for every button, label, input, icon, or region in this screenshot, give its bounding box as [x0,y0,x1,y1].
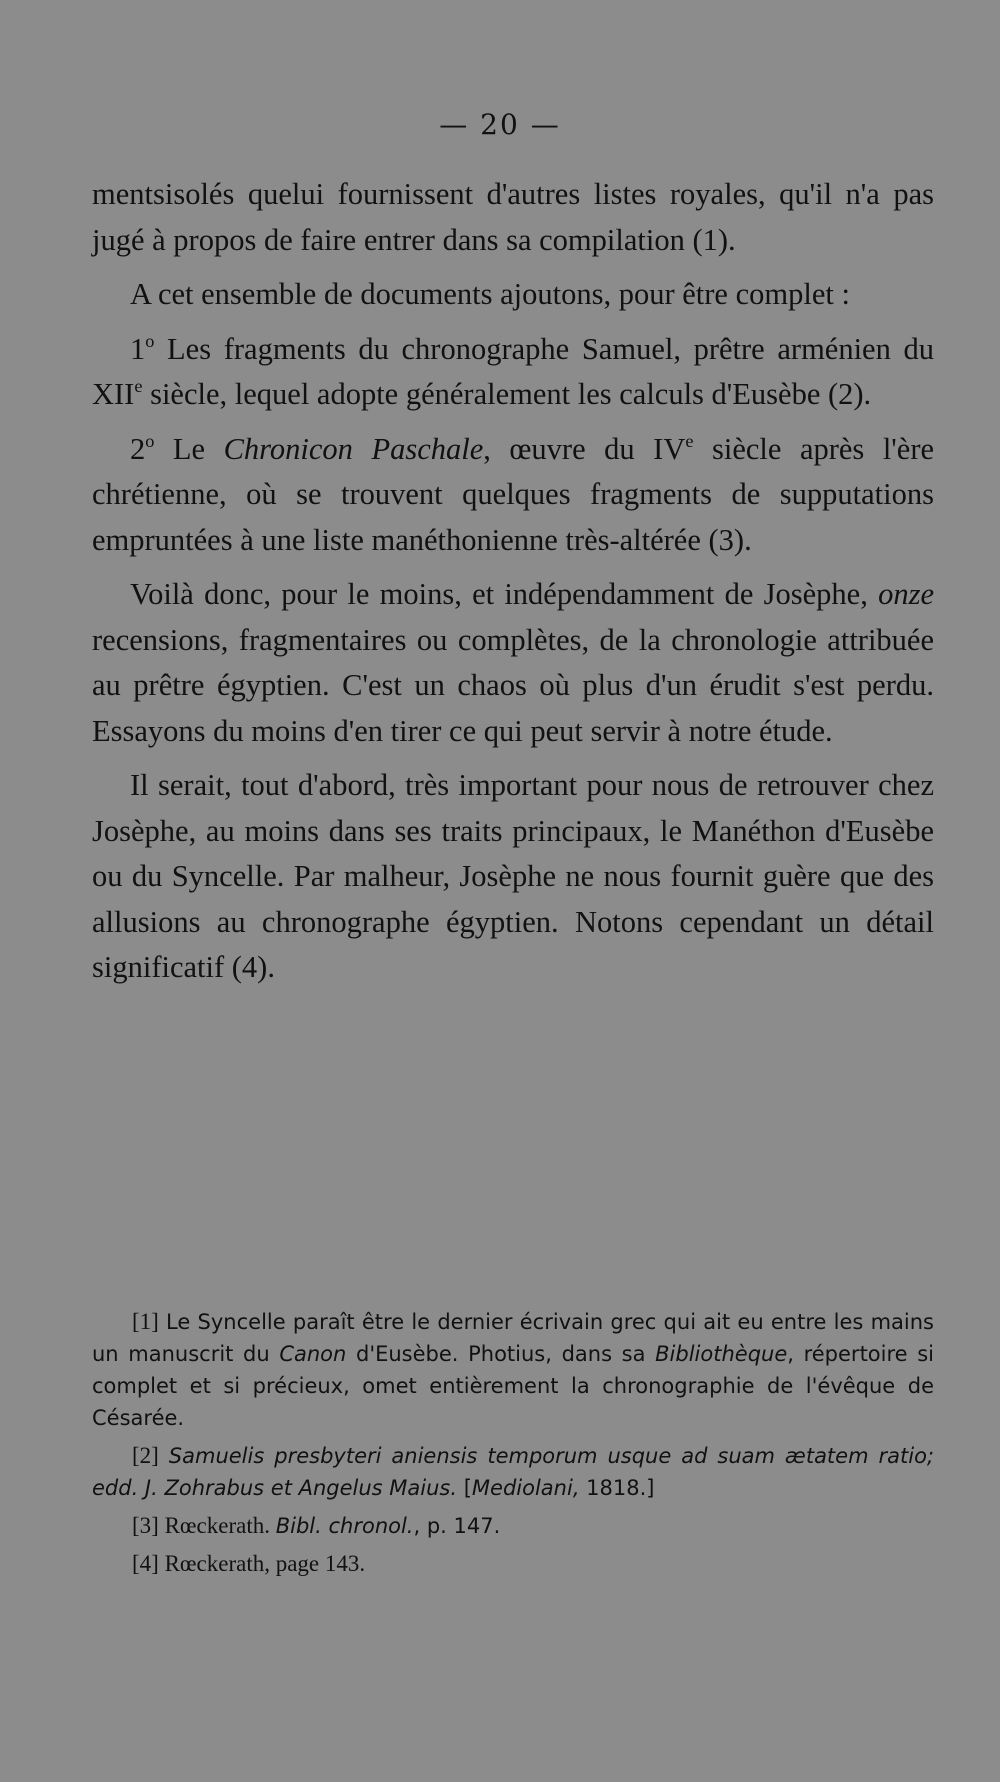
italic-text: Mediolani, [471,1476,580,1500]
footnote-number: [2] [132,1443,159,1468]
text-run: d'Eusèbe. Photius, dans sa [346,1342,656,1366]
italic-text: Samuelis presbyteri aniensis temporum usque ad suam ætatem ratio; edd. J. Zohrabus et Angelus Maius. [92,1444,934,1500]
footnote-fn2 [92,1440,934,1504]
text-run: Les fragments du chronographe Samuel, prêtre arménien du XII [92,331,934,411]
text-run [159,1444,169,1468]
footnote-fn4 [92,1548,934,1580]
superscript: e [134,376,143,397]
italic-text: Bibliothèque [655,1342,788,1366]
text-run: recensions, fragmentaires ou complètes, de la chronologie attribuée au prêtre égyptien. C'est un chaos où plus d'un érudit s'est perdu. Essayons du moins d'en tirer ce qui peut servir à notre étude. [92,622,934,748]
footnote-fn1 [92,1306,934,1434]
paragraph-p2 [92,272,934,318]
paragraph-p6 [92,763,934,991]
text-run: [ [457,1476,472,1500]
italic-text: Bibl. chronol. [275,1514,414,1538]
paragraph-p4 [92,427,934,564]
text-run: Voilà donc, pour le moins, et indépendamment de Josèphe, [130,577,879,611]
text-run: 2 [130,431,146,466]
italic-text: Chronicon Paschale [223,431,484,466]
text-run: siècle, lequel adopte généralement les calculs d'Eusèbe (2). [142,377,872,411]
text-run: A cet ensemble de documents ajoutons, pour être complet : [130,277,850,311]
page-number: — 20 — [439,108,561,141]
text-run: 1818.] [579,1476,655,1500]
superscript: o [145,430,155,451]
superscript: o [145,330,155,351]
text-run: , p. 147. [413,1514,501,1538]
footnote-number: [4] [132,1551,159,1576]
text-run: mentsisolés quelui fournissent d'autres listes royales, qu'il n'a pas jugé à propos de faire entrer dans sa compilation (1). [92,177,934,257]
text-run: Rœckerath. [158,1513,276,1538]
text-run: Il serait, tout d'abord, très important pour nous de retrouver chez Josèphe, au moins dans ses traits principaux, le Manéthon d'Eusèbe ou du Syncelle. Par malheur, Josèphe ne nous fournit guère que des allusions au chronographe égyptien. Notons cependant un détail significatif (4). [92,768,934,984]
footnotes [92,1306,934,1586]
paragraph-p3 [92,327,934,418]
footnote-fn3 [92,1510,934,1542]
italic-text: Canon [279,1342,347,1366]
text-run: , œuvre du IV [483,431,686,466]
text-run: 1 [130,331,146,366]
superscript: e [685,430,694,451]
paragraph-p1 [92,172,934,263]
text-run: siècle après l'ère chrétienne, où se trouvent quelques fragments de supputations empruntées à une liste manéthonienne très-altérée (3). [92,431,935,557]
footnote-number: [3] [132,1513,159,1538]
text-run: Le Syncelle paraît être le dernier écrivain grec qui ait eu entre les mains un manuscrit du [92,1310,934,1366]
body-text [92,172,934,991]
text-run: Rœckerath, page 143. [158,1551,366,1576]
text-run: Le [154,431,224,466]
italic-text: onze [878,577,934,611]
paragraph-p5 [92,572,934,754]
text-run: , répertoire si complet et si précieux, omet entièrement la chronographie de l'évêque de Césarée. [92,1342,934,1430]
footnote-number: [1] [132,1309,159,1334]
